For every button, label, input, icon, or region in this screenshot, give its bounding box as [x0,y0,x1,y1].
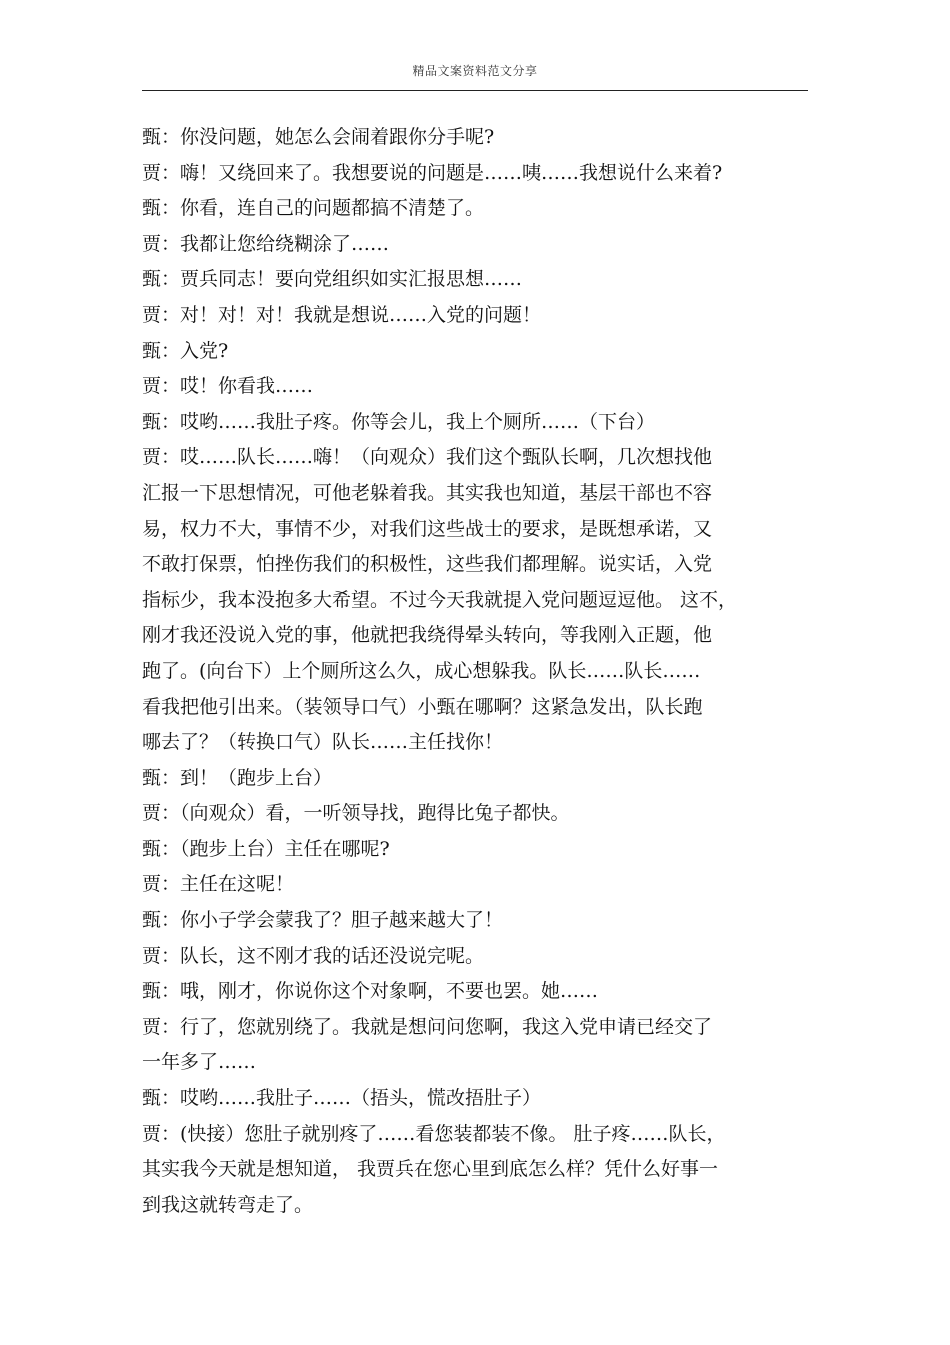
text-line: 贾：嗨！又绕回来了。我想要说的问题是……咦……我想说什么来着? [142,161,723,184]
text-line: 汇报一下思想情况，可他老躲着我。其实我也知道，基层干部也不容 [142,481,713,504]
text-line: 甄：哦，刚才，你说你这个对象啊，不要也罢。她…… [142,980,599,1003]
text-line: 贾：哎……队长……嗨！（向观众）我们这个甄队长啊，几次想找他 [142,446,713,469]
text-line: 贾：主任在这呢！ [142,873,295,896]
page-header [142,0,808,91]
header-title: 精品文案资料范文分享 [412,64,538,78]
text-line: 贾：队长，这不刚才我的话还没说完呢。 [142,944,485,967]
text-line: 甄：你小子学会蒙我了？胆子越来越大了！ [142,909,504,932]
text-line: 甄：入党? [142,339,229,362]
text-line: 不敢打保票，怕挫伤我们的积极性，这些我们都理解。说实话，入党 [142,553,713,576]
text-line: 甄：你看，连自己的问题都搞不清楚了。 [142,197,485,220]
document-body [142,120,802,1223]
text-line: 跑了。(向台下）上个厕所这么久，成心想躲我。队长……队长…… [142,659,701,682]
text-line: 易，权力不大，事情不少，对我们这些战士的要求，是既想承诺，又 [142,517,713,540]
text-line: 哪去了？（转换口气）队长……主任找你！ [142,731,504,754]
text-line: 贾：(快接）您肚子就别疼了……看您装都装不像。 肚子疼……队长， [142,1122,726,1145]
text-line: 贾：哎！你看我…… [142,375,314,398]
text-line: 其实我今天就是想知道， 我贾兵在您心里到底怎么样？凭什么好事一 [142,1158,719,1181]
text-line: 贾：对！对！对！我就是想说……入党的问题！ [142,303,542,326]
text-line: 一年多了…… [142,1051,257,1074]
text-line: 甄：到！（跑步上台） [142,766,333,789]
text-line: 甄：哎哟……我肚子疼。你等会儿，我上个厕所……（下台） [142,410,656,433]
text-line: 甄：贾兵同志！要向党组织如实汇报思想…… [142,268,523,291]
text-line: 看我把他引出来。（装领导口气）小甄在哪啊？这紧急发出，队长跑 [142,695,703,718]
text-line: 贾：（向观众）看，一听领导找，跑得比兔子都快。 [142,802,570,825]
text-line: 贾：我都让您给绕糊涂了…… [142,232,390,255]
text-line: 甄：你没问题，她怎么会闹着跟你分手呢? [142,126,495,148]
text-line: 甄：哎哟……我肚子……（捂头，慌改捂肚子） [142,1087,542,1110]
text-line: 刚才我还没说入党的事，他就把我绕得晕头转向，等我刚入正题，他 [142,624,713,647]
text-line: 贾：行了，您就别绕了。我就是想问问您啊，我这入党申请已经交了 [142,1015,713,1038]
text-line: 指标少，我本没抱多大希望。不过今天我就提入党问题逗逗他。 这不， [142,588,738,611]
text-line: 到我这就转弯走了。 [142,1193,314,1216]
text-line: 甄：（跑步上台）主任在哪呢? [142,837,390,860]
